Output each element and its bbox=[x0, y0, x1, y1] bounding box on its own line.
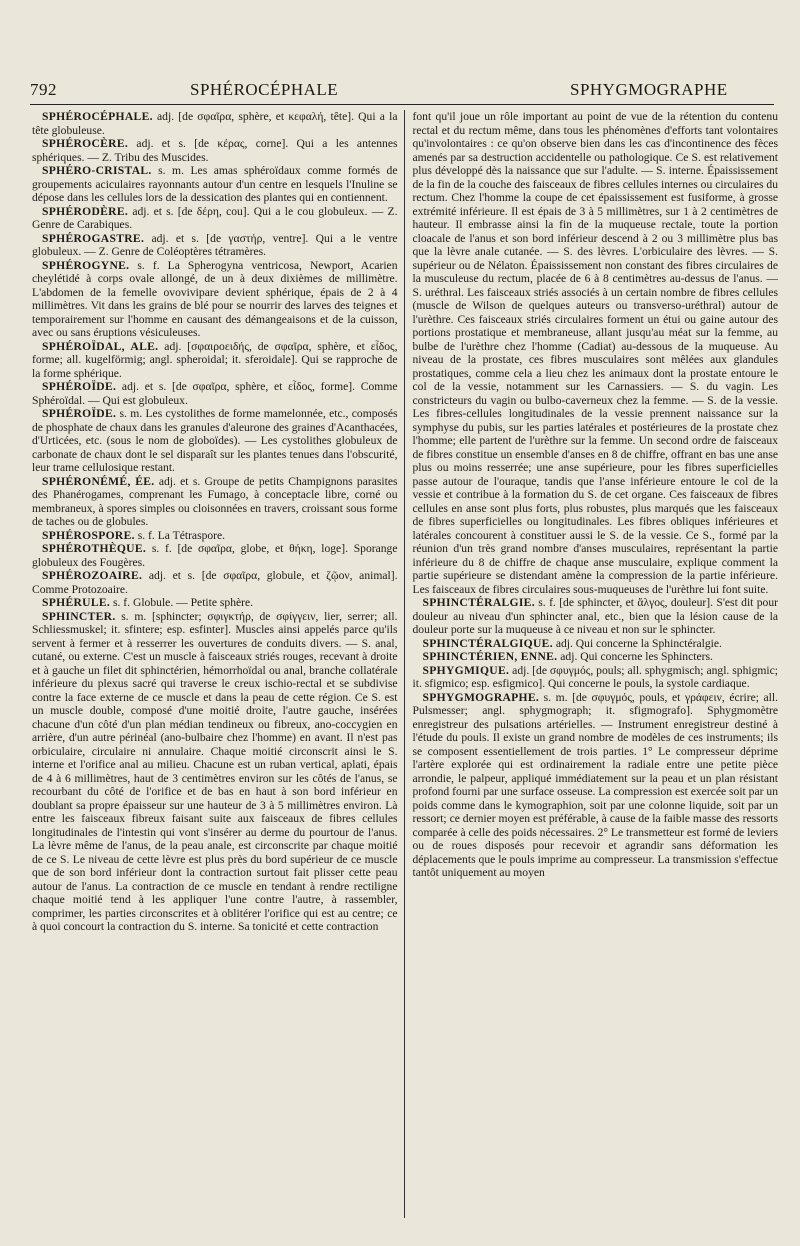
header-right-title: SPHYGMOGRAPHE bbox=[570, 80, 728, 99]
entry-headword: SPHÉROÏDE. bbox=[42, 380, 117, 393]
dictionary-entry bbox=[413, 110, 779, 596]
entry-headword: SPHINCTER. bbox=[42, 609, 116, 623]
entry-headword: SPHYGMOGRAPHE. bbox=[422, 690, 540, 704]
dictionary-entry bbox=[32, 475, 398, 529]
dictionary-entry bbox=[32, 407, 398, 475]
entry-headword: SPHÉROCÉPHALE. bbox=[42, 110, 153, 123]
dictionary-entry bbox=[32, 164, 398, 205]
dictionary-entry bbox=[413, 596, 779, 637]
entry-text: adj. Qui concerne la Sphinctéralgie. bbox=[555, 636, 722, 650]
dictionary-entry bbox=[413, 650, 779, 664]
entry-headword: SPHÉROÏDAL, ALE. bbox=[42, 339, 159, 353]
entry-text: adj. [σφαιροειδής, de σφαῖρα, sphère, et εἶδος, forme; all. kugelförmig; angl. spheroidal; it. sferoidale]. Qui se rapproche de la forme sphérique. bbox=[32, 339, 398, 380]
dictionary-entry bbox=[32, 205, 398, 232]
dictionary-entry bbox=[32, 610, 398, 934]
entry-text: s. f. [de σφαῖρα, globe, et θήκη, loge]. Sporange globuleux des Fougères. bbox=[32, 542, 398, 569]
dictionary-entry bbox=[413, 637, 779, 651]
dictionary-entry bbox=[32, 569, 398, 596]
entry-text: s. f. [de sphincter, et ἄλγος, douleur]. S'est dit pour douleur au niveau d'un sphincter anal, etc., bien que la lésion cause de la douleur porte sur la muqueuse à ce niveau et non sur le sphincter. bbox=[412, 596, 778, 636]
entry-text: adj. et s. [de γαστήρ, ventre]. Qui a le ventre globuleux. — Z. Genre de Coléoptères tétramères. bbox=[32, 231, 398, 258]
entry-headword: SPHÉROZOAIRE. bbox=[42, 569, 143, 582]
entry-headword: SPHÉRONÉMÉ, ÉE. bbox=[42, 474, 155, 488]
entry-headword: SPHÉROSPORE. bbox=[42, 528, 135, 542]
entry-headword: SPHÉROCÈRE. bbox=[42, 137, 129, 150]
dictionary-entry bbox=[413, 691, 779, 880]
entry-headword: SPHÉROGASTRE. bbox=[42, 231, 145, 245]
dictionary-entry bbox=[32, 380, 398, 407]
header-rule bbox=[30, 104, 774, 105]
entry-text: adj. et s. [de κέρας, corne]. Qui a les antennes sphériques. — Z. Tribu des Muscides. bbox=[32, 137, 398, 164]
entry-text: font qu'il joue un rôle important au point de vue de la rétention du contenu rectal et du rectum même, dans tous les phénomènes d'efforts tant volontaires qu'involontaires : ce qu'on observe bien dans les cas d'incontinence des fèces amenés par sa destruction accidentelle ou pathologique. Ce S. est relativement plus développé dès la naissance que sur l'adulte. — S. interne. Épaississement de la fin de la couche des faisceaux de fibres cellules internes ou circulaires du rectum. Chez l'homme la coupe de cet épaississement est fusiforme, à grosse extrémité inférieure. Il est épais de 3 à 5 millimètres, sur 1 à 2 centimètres de hauteur. Il embrasse ainsi la fin de la muqueuse rectale, toute la portion cloacale de l'anus et son bord inférieur descend à 2 ou 3 millimètre plus bas que la lèvre anale cutanée. — S. des lèvres. L'orbiculaire des lèvres. — S. supérieur ou de Nélaton. Épaississement non constant des fibres circulaires de la musculeuse du rectum, placée de 6 à 8 centimètres au-dessus de l'anus. — S. uréthral. Les faisceaux striés associés à un certain nombre de fibres cellules (muscle de Wilson de quelques auteurs ou transverso-uréthral) autour de l'urèthre. Ces faisceaux striés circulaires forment un étui ou gaine autour des portions prostatique et membraneuse, allant jusqu'au méat sur la femme, au bulbe de l'urèthre chez l'homme (Cadiat) au-dessous de la muqueuse. Au niveau de la prostate, ces fibres musculaires sont mêlées aux glandules prostatiques, comme cela a lieu chez les animaux dont la prostate entoure le col de la vessie, notamment sur les Carnassiers. — S. du vagin. Les constricteurs du vagin ou bulbo-caverneux chez la femme. — S. de la vessie. Les fibres-cellules longitudinales de la vessie prennent naissance sur la symphyse du pubis, sur les parties latérales et postérieures de la prostate chez l'homme; elle partent de l'urèthre sur la femme. Un second ordre de faisceaux de fibres constitue un ensemble d'anses en 8 de chiffre, offrant en bas une anse plus ou moins resserrée; une anse supérieure, pour les fibres superficielles passe autour de l'ouraque, tandis que l'anse inférieure entoure le col de la vessie et contribue à la formation du S. de cet organe. Ces faisceaux de fibres cellules en anse sont plus forts, plus robustes, plus marqués que les faisceaux de fibres superficielles ou longitudinales. Les fibres obliques inférieures et latérales concourent à constituer aussi le S. de la vessie. Ce S., formé par la réunion d'un très grand nombre d'anses musculaires, représentant la partie inférieure du 8 de chiffre de chaque anse musculaire, explique comment la partie supérieure se distendant amène la compression de la partie inférieure. Les faisceaux de fibres circulaires sous-muqueuses de l'urèthre lui font suite. bbox=[412, 110, 778, 596]
dictionary-entry bbox=[32, 110, 398, 137]
running-header bbox=[30, 80, 774, 102]
right-column bbox=[404, 110, 779, 1218]
dictionary-entry bbox=[32, 529, 398, 543]
entry-headword: SPHÉRODÈRE. bbox=[42, 204, 129, 218]
dictionary-entry bbox=[32, 232, 398, 259]
page-number: 792 bbox=[30, 80, 57, 99]
entry-text: s. m. [sphincter; σφιγκτήρ, de σφίγγειν, lier, serrer; all. Schliessmuskel; it. sfintere; esp. esfinter]. Muscles ainsi appelés parce qu'ils servent à fermer et à resserrer les ouvertures de conduits divers. — S. anal, cutané, ou externe. C'est un muscle à faisceaux striés rouges, recevant à droite et à gauche un filet dit sphinctérien, hémorrhoïdal ou anal, branche collatérale inférieure du plexus sacré qui traverse le creux ischio-rectal et se subdivise contre la face externe de ce muscle et dans la peau de cette région. Ce S. est un muscle double, composé d'une moitié droite, l'autre gauche, insérées chacune d'un côté d'un plan médian tendineux ou fibreux, ano-coccygien en arrière, d'un autre périnéal (ano-bulbaire chez l'homme) en avant. Il n'est pas orbiculaire, circulaire ni annulaire. Chaque moitié circonscrit ainsi le S. interne et l'orifice anal au milieu. Chacune est un ruban vertical, aplati, épais de 4 à 6 millimètres, haut de 3 centimètres environ sur les côtés de l'anus, se recourbant du côté de l'orifice et de bas en haut à son bord inférieur en doublant sa propre épaisseur sur une hauteur de 3 à 5 millimètres environ. Là entre les faisceaux fibreux faisant suite aux faisceaux de fibres cellules longitudinales de l'intestin qui vont s'insérer au derme du pourtour de l'anus. La lèvre même de l'anus, de la peau anale, est circonscrite par chaque moitié de ce S. Le niveau de cette lèvre est plus près du bord supérieur de ce muscle que de son bord inférieur dont la contraction surtout fait plisser cette peau autour de l'anus. La contraction de ce muscle en tendant à rendre rectiligne chaque moitié tend à les appliquer l'une contre l'autre, à rassembler, comprimer, les parties circonscrites et à oblitérer l'orifice qui est au centre; ce à quoi concourt la contraction du S. interne. Sa tonicité et cette contraction bbox=[32, 609, 398, 933]
dictionary-entry bbox=[32, 596, 398, 610]
entry-text: s. m. [de σφυγμός, pouls, et γράφειν, écrire; all. Pulsmesser; angl. sphygmograph; it. sfigmografo]. Sphygmomètre enregistreur des pulsations artérielles. — Instrument enregistreur destiné à l'étude du pouls. Il existe un grand nombre de modèles de ces instruments; ils se composent essentiellement de trois parties. 1° Le compresseur déprime l'artère explorée qui est ordinairement la radiale entre une petite pièce arrondie, le palpeur, appliqué immédiatement sur la peau et un plan résistant profond fourni par une surface osseuse. La compression est exercée soit par un poids comme dans le kymographion, soit par une colonne liquide, soit par un ressort; ce dernier moyen est préférable, à cause de la faible masse des ressorts comparée à celle des poids nécessaires. 2° Le transmetteur est formé de leviers ou de roues disposés pour recevoir et agrandir sans déformation les déplacements que le pouls imprime au compresseur. La transmission s'effectue tantôt uniquement au moyen bbox=[412, 690, 778, 879]
entry-headword: SPHINCTÉRIEN, ENNE. bbox=[422, 650, 558, 663]
entry-text: adj. [de σφαῖρα, sphère, et κεφαλή, tête]. Qui a la tête globuleuse. bbox=[32, 110, 398, 137]
header-left-title: SPHÉROCÉPHALE bbox=[190, 80, 339, 99]
dictionary-entry bbox=[32, 137, 398, 164]
dictionary-entry bbox=[32, 542, 398, 569]
entry-headword: SPHÉRO-CRISTAL. bbox=[42, 164, 152, 177]
entry-headword: SPHÉROTHÈQUE. bbox=[42, 542, 147, 555]
entry-headword: SPHÉROÏDE. bbox=[42, 407, 117, 420]
entry-text: s. f. La Tétraspore. bbox=[137, 528, 226, 542]
entry-text: s. m. Les cystolithes de forme mamelonnée, etc., composés de phosphate de chaux dans les granules d'aleurone des graines d'Acanthacées, d'Urticées, etc. (sous le nom de globoïdes). — Les cystolithes globuleux de carbonate de chaux dont le sel disparaît sur les plantes tenues dans l'obscurité, leur trame cellulosique restant. bbox=[32, 407, 398, 474]
entry-text: adj. et s. Groupe de petits Champignons parasites des Phanérogames, comprenant les Fumago, à conceptacle libre, corné ou membraneux, à spores simples ou cloisonnées en travers, croissant sous forme de taches ou de globules. bbox=[32, 474, 398, 528]
entry-headword: SPHINCTÉRALGIQUE. bbox=[422, 636, 553, 650]
entry-text: s. m. Les amas sphéroïdaux comme formés de groupements aciculaires rayonnants autour d'un centre en lesquels l'Inuline se dépose dans les cellules lors de la dessication des plantes qui en contiennent. bbox=[32, 164, 398, 204]
entry-text: adj. Qui concerne les Sphincters. bbox=[560, 650, 713, 663]
left-column bbox=[32, 110, 404, 1218]
entry-headword: SPHINCTÉRALGIE. bbox=[422, 596, 535, 609]
dictionary-entry bbox=[32, 340, 398, 381]
entry-text: s. f. Globule. — Petite sphère. bbox=[113, 596, 254, 609]
entry-text: adj. et s. [de σφαῖρα, globule, et ζῷον, animal]. Comme Protozoaire. bbox=[32, 569, 398, 596]
dictionary-entry bbox=[32, 259, 398, 340]
text-columns bbox=[32, 110, 778, 1218]
entry-text: adj. et s. [de δέρη, cou]. Qui a le cou globuleux. — Z. Genre de Carabiques. bbox=[32, 204, 398, 231]
entry-text: s. f. La Spherogyna ventricosa, Newport, Acarien cheylétidé à corps ovale allongé, de un à deux dixièmes de millimètre. L'abdomen de la femelle ovovivipare devient sphérique, épais de 2 à 4 millimètres. Vit dans les grains de blé pour se nourrir des larves des teignes et temporairement sur l'homme en causant des démangeaisons et de la cuisson, avec ou sans éruptions vésiculeuses. bbox=[32, 258, 398, 339]
entry-headword: SPHYGMIQUE. bbox=[422, 663, 510, 677]
entry-text: adj. et s. [de σφαῖρα, sphère, et εἶδος, forme]. Comme Sphéroïdal. — Qui est globuleux. bbox=[32, 380, 398, 407]
entry-headword: SPHÉRULE. bbox=[42, 596, 111, 609]
dictionary-entry bbox=[413, 664, 779, 691]
entry-text: adj. [de σφυγμός, pouls; all. sphygmisch; angl. sphigmic; it. sfigmico; esp. esfigmico]. Qui concerne le pouls, la systole cardiaque. bbox=[412, 663, 778, 690]
entry-headword: SPHÉROGYNE. bbox=[42, 258, 130, 272]
